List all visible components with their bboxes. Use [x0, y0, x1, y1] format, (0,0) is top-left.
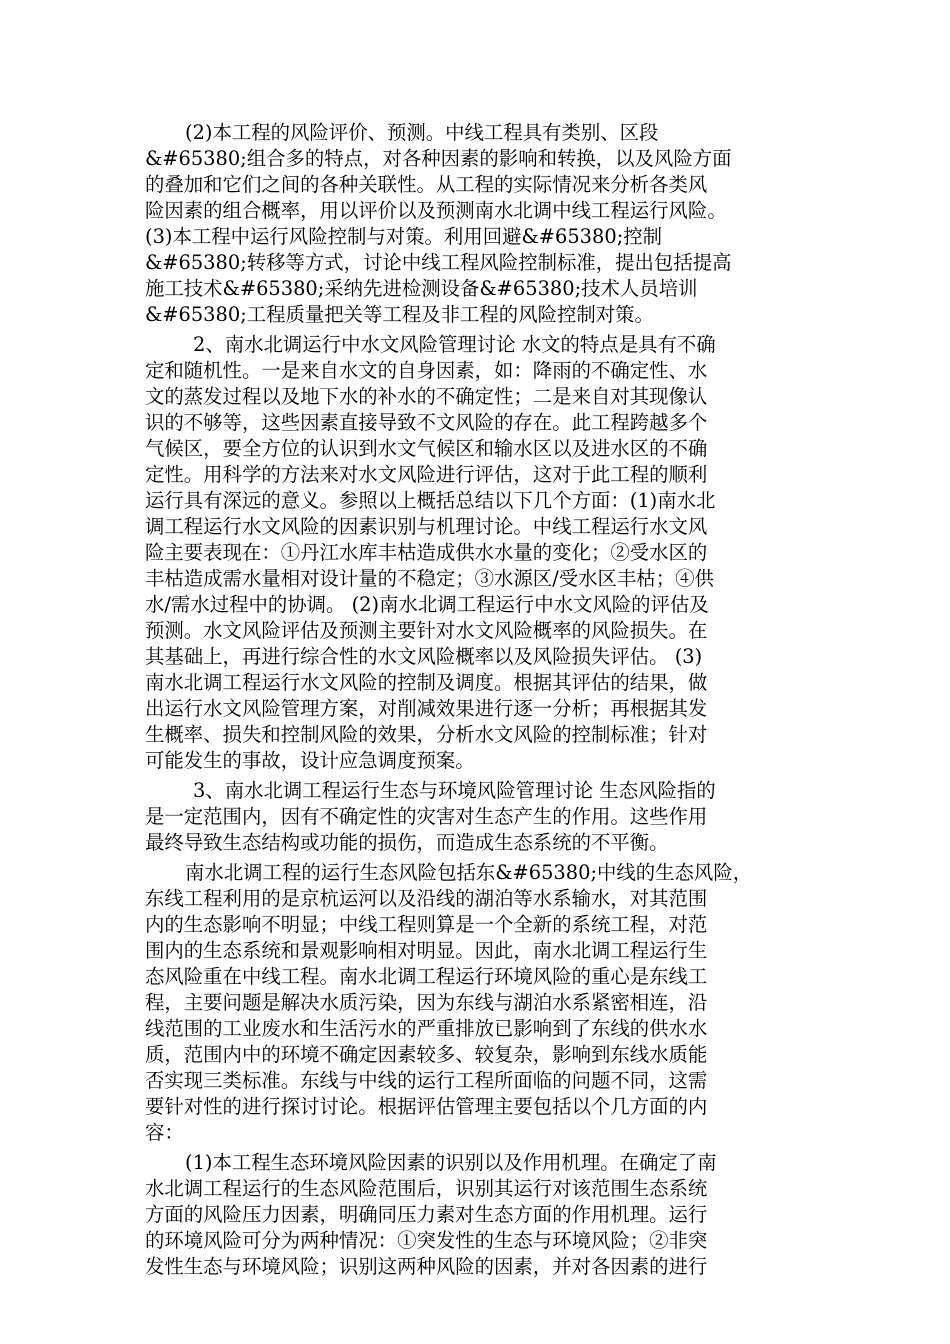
- text-line: 预测。水文风险评估及预测主要针对水文风险概率的风险损失。在: [145, 619, 708, 642]
- text-line: (2)本工程的风险评价、预测。中线工程具有类别、区段: [185, 121, 659, 144]
- text-line: 险因素的组合概率，用以评价以及预测南水北调中线工程运行风险。: [145, 199, 727, 222]
- text-line: 丰枯造成需水量相对设计量的不稳定；③水源区/受水区丰枯；④供: [145, 567, 714, 590]
- text-line: 的叠加和它们之间的各种关联性。从工程的实际情况来分析各类风: [145, 173, 708, 196]
- text-line: 否实现三类标准。东线与中线的运行工程所面临的问题不同，这需: [145, 1069, 708, 1092]
- text-line: 程，主要问题是解决水质污染，因为东线与湖泊水系紧密相连，沿: [145, 991, 708, 1014]
- text-line: &#65380;工程质量把关等工程及非工程的风险控制对策。: [145, 303, 654, 326]
- text-line: 水北调工程运行的生态风险范围后，识别其运行对该范围生态系统: [145, 1177, 708, 1200]
- text-line: 生概率、损失和控制风险的效果，分析水文风险的控制标准；针对: [145, 723, 708, 746]
- text-line: 水/需水过程中的协调。 (2)南水北调工程运行中水文风险的评估及: [145, 593, 709, 616]
- text-line: 南水北调工程运行水文风险的控制及调度。根据其评估的结果，做: [145, 671, 708, 694]
- text-line: 要针对性的进行探讨讨论。根据评估管理主要包括以个几方面的内: [145, 1095, 708, 1118]
- text-line: 可能发生的事故，设计应急调度预案。: [145, 749, 475, 772]
- text-line: 识的不够等，这些因素直接导致不文风险的存在。此工程跨越多个: [145, 411, 708, 434]
- text-line: 线范围的工业废水和生活污水的严重排放已影响到了东线的供水水: [145, 1017, 708, 1040]
- text-line: 运行具有深远的意义。参照以上概括总结以下几个方面：(1)南水北: [145, 489, 716, 512]
- text-line: &#65380;转移等方式，讨论中线工程风险控制标准，提出包括提高: [145, 251, 732, 274]
- text-line: 的环境风险可分为两种情况：①突发性的生态与环境风险；②非突: [145, 1229, 708, 1252]
- text-line: 调工程运行水文风险的因素识别与机理讨论。中线工程运行水文风: [145, 515, 708, 538]
- text-line: 方面的风险压力因素，明确同压力素对生态方面的作用机理。运行: [145, 1203, 708, 1226]
- text-line: 出运行水文风险管理方案，对削减效果进行逐一分析；再根据其发: [145, 697, 708, 720]
- text-line: 内的生态影响不明显；中线工程则算是一个全新的系统工程，对范: [145, 913, 708, 936]
- text-line: 定性。用科学的方法来对水文风险进行评估，这对于此工程的顺利: [145, 463, 708, 486]
- text-line: 最终导致生态结构或功能的损伤，而造成生态系统的不平衡。: [145, 831, 669, 854]
- paragraph-ecology-detail: [145, 860, 810, 1146]
- text-line: 文的蒸发过程以及地下水的补水的不确定性；二是来自对其现像认: [145, 385, 708, 408]
- text-line: 定和随机性。一是来自水文的自身因素，如：降雨的不确定性、水: [145, 359, 708, 382]
- paragraph-ecology-risk: [145, 778, 810, 856]
- text-line: 东线工程利用的是京杭运河以及沿线的湖泊等水系输水，对其范围: [145, 887, 708, 910]
- text-line: 围内的生态系统和景观影响相对明显。因此，南水北调工程运行生: [145, 939, 708, 962]
- text-line: 态风险重在中线工程。南水北调工程运行环境风险的重心是东线工: [145, 965, 708, 988]
- paragraph-hydrology-risk: [145, 332, 810, 774]
- text-line: &#65380;组合多的特点，对各种因素的影响和转换，以及风险方面: [145, 147, 732, 170]
- text-line: 施工技术&#65380;采纳先进检测设备&#65380;技术人员培训: [145, 277, 698, 300]
- paragraph-risk-evaluation: [145, 120, 810, 328]
- text-line: 险主要表现在：①丹江水库丰枯造成供水水量的变化；②受水区的: [145, 541, 708, 564]
- text-line: 是一定范围内，因有不确定性的灾害对生态产生的作用。这些作用: [145, 805, 708, 828]
- document-page: [145, 120, 810, 1280]
- text-line: 3、南水北调工程运行生态与环境风险管理讨论 生态风险指的: [193, 779, 716, 802]
- text-line: (1)本工程生态环境风险因素的识别以及作用机理。在确定了南: [185, 1151, 717, 1174]
- text-line: 发性生态与环境风险；识别这两种风险的因素，并对各因素的进行: [145, 1255, 708, 1278]
- text-line: 质，范围内中的环境不确定因素较多、较复杂，影响到东线水质能: [145, 1043, 708, 1066]
- text-line: 气候区，要全方位的认识到水文气候区和输水区以及进水区的不确: [145, 437, 708, 460]
- text-line: 2、南水北调运行中水文风险管理讨论 水文的特点是具有不确: [193, 333, 716, 356]
- text-line: 南水北调工程的运行生态风险包括东&#65380;中线的生态风险，: [185, 861, 753, 884]
- paragraph-ecology-factors: [145, 1150, 810, 1280]
- text-line: 容：: [145, 1121, 184, 1144]
- text-line: 其基础上，再进行综合性的水文风险概率以及风险损失评估。 (3): [145, 645, 703, 668]
- text-line: (3)本工程中运行风险控制与对策。利用回避&#65380;控制: [145, 225, 663, 248]
